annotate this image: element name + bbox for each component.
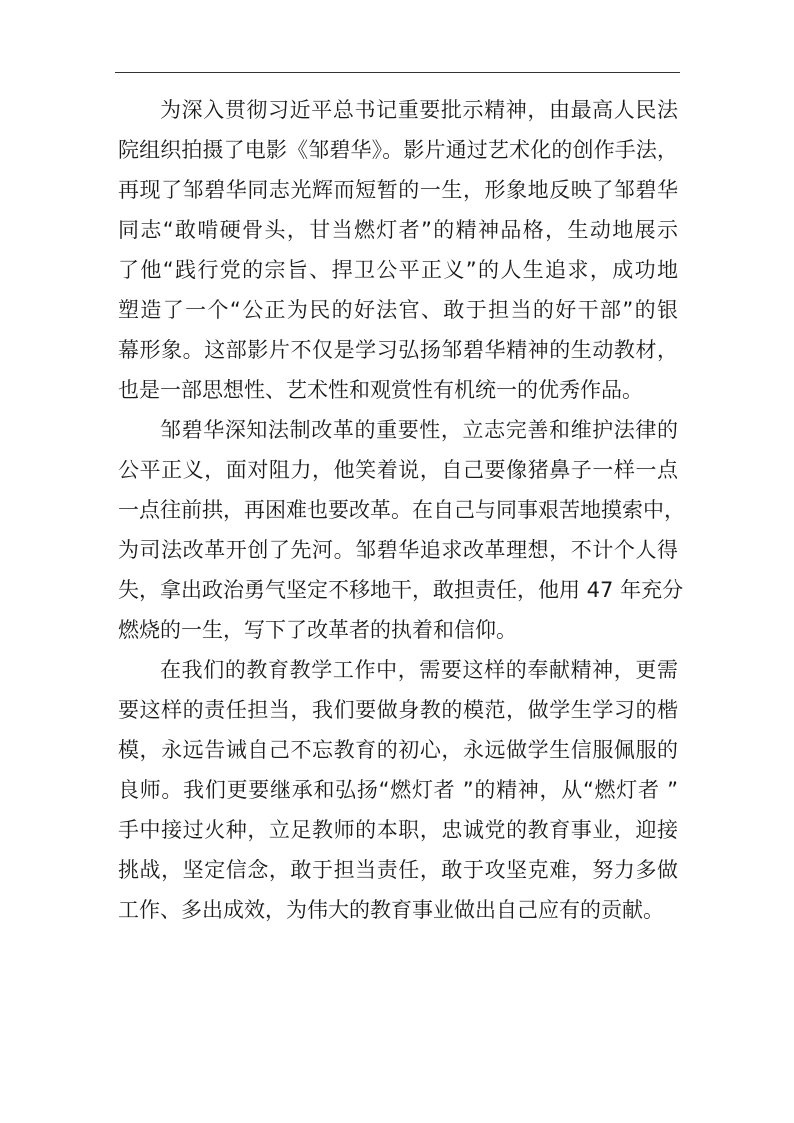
text-line: 一点往前拱，再困难也要改革。在自己与同事艰苦地摸索中， <box>118 498 685 522</box>
text-line: 幕形象。这部影片不仅是学习弘扬邹碧华精神的生动教材， <box>118 338 678 362</box>
header-divider <box>115 72 680 73</box>
text-line: 在我们的教育教学工作中，需要这样的奉献精神，更需 <box>160 658 678 682</box>
text-line: 手中接过火种，立足教师的本职，忠诚党的教育事业，迎接 <box>118 818 678 842</box>
text-line: 再现了邹碧华同志光辉而短暂的一生，形象地反映了邹碧华 <box>118 178 678 202</box>
text-line: 为司法改革开创了先河。邹碧华追求改革理想，不计个人得 <box>118 538 678 562</box>
text-line: 模，永远告诫自己不忘教育的初心，永远做学生信服佩服的 <box>118 738 678 762</box>
text-line: 塑造了一个“公正为民的好法官、敢于担当的好干部”的银 <box>118 298 678 322</box>
text-line: 同志“敢啃硬骨头，甘当燃灯者”的精神品格，生动地展示 <box>118 218 678 242</box>
paragraph-1 <box>118 90 678 410</box>
text-line: 公平正义，面对阻力，他笑着说，自己要像猪鼻子一样一点 <box>118 458 678 482</box>
paragraph-2 <box>118 410 685 650</box>
text-line: 燃烧的一生，写下了改革者的执着和信仰。 <box>118 618 517 642</box>
text-line: 为深入贯彻习近平总书记重要批示精神，由最高人民法 <box>160 98 678 122</box>
text-line: 邹碧华深知法制改革的重要性，立志完善和维护法律的 <box>160 418 678 442</box>
text-line: 了他“践行党的宗旨、捍卫公平正义”的人生追求，成功地 <box>118 258 678 282</box>
text-line: 良师。我们更要继承和弘扬“燃灯者 ”的精神，从“燃灯者 ” <box>118 778 678 802</box>
text-line: 挑战，坚定信念，敢于担当责任，敢于攻坚克难，努力多做 <box>118 858 678 882</box>
document-body <box>118 90 685 930</box>
text-line: 要这样的责任担当，我们要做身教的模范，做学生学习的楷 <box>118 698 678 722</box>
text-line: 也是一部思想性、艺术性和观赏性有机统一的优秀作品。 <box>118 378 643 402</box>
text-line: 失，拿出政治勇气坚定不移地干，敢担责任，他用 47 年充分 <box>118 578 684 602</box>
text-line: 工作、多出成效，为伟大的教育事业做出自己应有的贡献。 <box>118 898 664 922</box>
text-line: 院组织拍摄了电影《邹碧华》。影片通过艺术化的创作手法， <box>118 138 678 162</box>
paragraph-3 <box>118 650 678 930</box>
